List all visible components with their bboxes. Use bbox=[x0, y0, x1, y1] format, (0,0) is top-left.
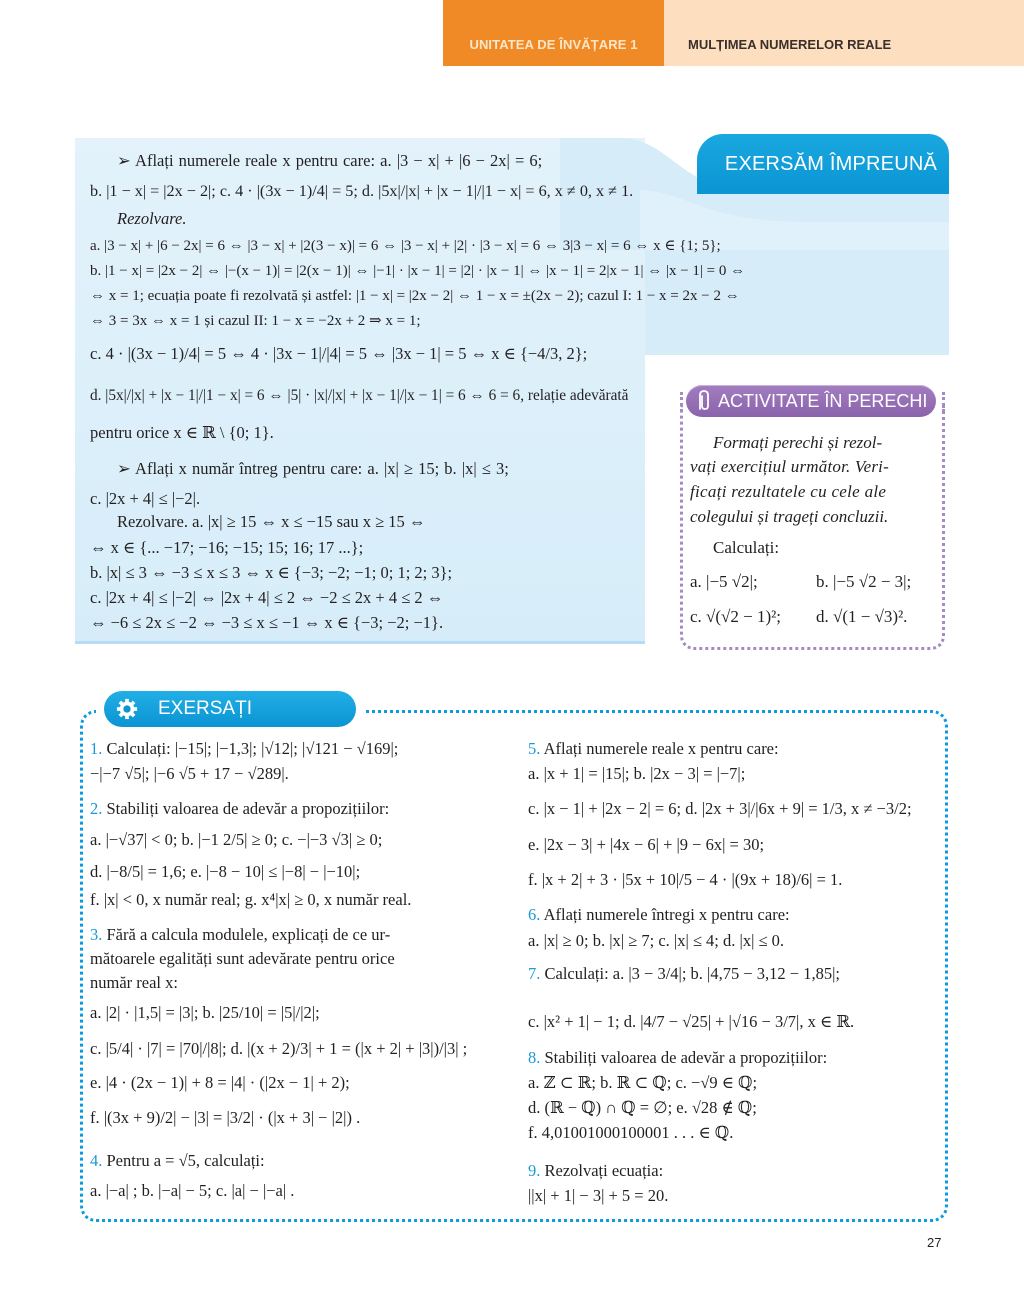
exercise-number: 2. bbox=[90, 799, 103, 818]
worked-example-line: b. |1 − x| = |2x − 2| ⇔ |−(x − 1)| = |2(x − 1)| ⇔ |−1| · |x − 1| = |2| · |x − 1| ⇔ |x − 1| = 2|x − 1| ⇔ |x − 1| = 0 ⇔ bbox=[90, 263, 746, 279]
pair-activity-tab bbox=[686, 385, 936, 417]
exercise-text: a. |−√37| < 0; b. |−1 2/5| ≥ 0; c. −|−3 √3| ≥ 0; bbox=[90, 830, 383, 849]
exercise-line bbox=[528, 1097, 757, 1119]
worked-example-line: Rezolvare. bbox=[117, 209, 187, 228]
exercise-text: a. |x| ≥ 0; b. |x| ≥ 7; c. |x| ≤ 4; d. |x| ≤ 0. bbox=[528, 931, 785, 950]
exercise-line bbox=[90, 1038, 467, 1060]
exercise-line bbox=[90, 1002, 320, 1024]
worked-example-line: c. |2x + 4| ≤ |−2|. bbox=[90, 489, 201, 508]
pair-activity-intro-1: Formați perechi și rezol- bbox=[713, 433, 883, 452]
exercise-text: Aflați numerele reale x pentru care: bbox=[543, 739, 779, 758]
exercise-number: 5. bbox=[528, 739, 541, 758]
pair-activity-item-b: b. |−5 √2 − 3|; bbox=[816, 572, 912, 591]
exercise-line bbox=[90, 948, 395, 970]
exercise-text: număr real x: bbox=[90, 973, 178, 992]
chapter-title: MULȚIMEA NUMERELOR REALE bbox=[664, 0, 1024, 66]
worked-example-line: ⇔ −6 ≤ 2x ≤ −2 ⇔ −3 ≤ x ≤ −1 ⇔ x ∈ {−3; −2; −1}. bbox=[90, 613, 444, 632]
exercise-line bbox=[90, 1180, 294, 1202]
pair-activity-intro-3: ficați rezultatele cu cele ale bbox=[690, 482, 887, 501]
exercise-line bbox=[528, 798, 912, 820]
worked-examples-tab: EXERSĂM ÎMPREUNĂ bbox=[697, 134, 949, 194]
exercise-text: c. |x − 1| + |2x − 2| = 6; d. |2x + 3|/|6x + 9| = 1/3, x ≠ −3/2; bbox=[528, 799, 912, 818]
unit-label: UNITATEA DE ÎNVĂȚARE 1 bbox=[443, 0, 664, 66]
exercise-number: 3. bbox=[90, 925, 103, 944]
exercise-text: Calculați: a. |3 − 3/4|; b. |4,75 − 3,12 − 1,85|; bbox=[544, 964, 840, 983]
exercise-line bbox=[528, 834, 764, 856]
exercise-line bbox=[528, 1047, 827, 1069]
pair-activity-prompt: Calculați: bbox=[713, 538, 780, 557]
exercise-text: a. ℤ ⊂ ℝ; b. ℝ ⊂ ℚ; c. −√9 ∈ ℚ; bbox=[528, 1073, 758, 1092]
exercise-line bbox=[90, 972, 178, 994]
exercise-text: Aflați numerele întregi x pentru care: bbox=[543, 905, 790, 924]
exercise-text: c. |5/4| · |7| = |70|/|8|; d. |(x + 2)/3| + 1 = (|x + 2| + |3|)/|3| ; bbox=[90, 1039, 468, 1058]
exercise-text: Stabiliți valoarea de adevăr a propozițiilor: bbox=[106, 799, 390, 818]
exercise-text: Pentru a = √5, calculați: bbox=[106, 1151, 265, 1170]
exercise-number: 6. bbox=[528, 905, 541, 924]
gear-icon bbox=[116, 698, 138, 720]
worked-example-line: ⇔ x = 1; ecuația poate fi rezolvată și astfel: |1 − x| = |2x − 2| ⇔ 1 − x = ±(2x − 2); cazul I: 1 − x = 2x − 2 ⇔ bbox=[90, 288, 740, 304]
exercise-text: mătoarele egalități sunt adevărate pentru orice bbox=[90, 949, 395, 968]
exercises-tab bbox=[104, 691, 356, 727]
exercise-text: Rezolvați ecuația: bbox=[544, 1161, 664, 1180]
exercise-line bbox=[90, 798, 389, 820]
exercise-line bbox=[528, 738, 779, 760]
worked-example-line: ⇔ 3 = 3x ⇔ x = 1 și cazul II: 1 − x = −2x + 2 ⇒ x = 1; bbox=[90, 313, 421, 329]
exercise-line bbox=[528, 1160, 663, 1182]
exercise-text: ||x| + 1| − 3| + 5 = 20. bbox=[528, 1186, 669, 1205]
exercise-number: 4. bbox=[90, 1151, 103, 1170]
pair-activity-title: ACTIVITATE ÎN PERECHI bbox=[718, 390, 928, 411]
exercise-line bbox=[90, 861, 360, 883]
exercise-line bbox=[528, 904, 790, 926]
worked-example-line: Rezolvare. a. |x| ≥ 15 ⇔ x ≤ −15 sau x ≥ 15 ⇔ bbox=[117, 512, 426, 531]
exercise-text: c. |x² + 1| − 1; d. |4/7 − √25| + |√16 − 3/7|, x ∈ ℝ. bbox=[528, 1012, 855, 1031]
worked-example-line: ➢ Aflați numerele reale x pentru care: a. |3 − x| + |6 − 2x| = 6; bbox=[117, 151, 543, 170]
exercise-line bbox=[90, 924, 390, 946]
exercise-line bbox=[90, 738, 398, 760]
exercise-text: f. |(3x + 9)/2| − |3| = |3/2| · (|x + 3| − |2|) . bbox=[90, 1108, 361, 1127]
worked-example-line: a. |3 − x| + |6 − 2x| = 6 ⇔ |3 − x| + |2(3 − x)| = 6 ⇔ |3 − x| + |2| · |3 − x| = 6 ⇔ 3|3 − x| = 6 ⇔ x ∈ {1; 5}; bbox=[90, 238, 721, 254]
pair-activity-item-c: c. √(√2 − 1)²; bbox=[690, 607, 781, 626]
exercise-line bbox=[528, 1185, 668, 1207]
exercise-text: f. |x| < 0, x număr real; g. x⁴|x| ≥ 0, x număr real. bbox=[90, 890, 412, 909]
exercise-number: 8. bbox=[528, 1048, 541, 1067]
exercise-line bbox=[528, 1122, 733, 1144]
exercise-text: f. 4,01001000100001 . . . ∈ ℚ. bbox=[528, 1123, 734, 1142]
exercise-line bbox=[90, 889, 411, 911]
pair-activity-item-d: d. √(1 − √3)². bbox=[816, 607, 908, 626]
worked-example-line: ➢ Aflați x număr întreg pentru care: a. |x| ≥ 15; b. |x| ≤ 3; bbox=[117, 459, 509, 478]
exercise-number: 9. bbox=[528, 1161, 541, 1180]
exercise-text: d. (ℝ − ℚ) ∩ ℚ = ∅; e. √28 ∉ ℚ; bbox=[528, 1098, 757, 1117]
exercise-text: Fără a calcula modulele, explicați de ce ur- bbox=[106, 925, 391, 944]
worked-example-line: b. |1 − x| = |2x − 2|; c. 4 · |(3x − 1)/4| = 5; d. |5x|/|x| + |x − 1|/|1 − x| = 6, x ≠ 0, x ≠ 1. bbox=[90, 182, 634, 200]
page-number: 27 bbox=[927, 1235, 942, 1250]
exercise-line bbox=[528, 869, 842, 891]
exercises-title: EXERSAȚI bbox=[158, 698, 252, 719]
exercise-text: e. |4 · (2x − 1)| + 8 = |4| · (|2x − 1| + 2); bbox=[90, 1073, 350, 1092]
worked-example-line: b. |x| ≤ 3 ⇔ −3 ≤ x ≤ 3 ⇔ x ∈ {−3; −2; −1; 0; 1; 2; 3}; bbox=[90, 563, 453, 582]
exercise-text: a. |x + 1| = |15|; b. |2x − 3| = |−7|; bbox=[528, 764, 746, 783]
exercise-line bbox=[528, 930, 784, 952]
pair-activity-intro-4: colegului și trageți concluzii. bbox=[690, 507, 889, 526]
exercise-text: e. |2x − 3| + |4x − 6| + |9 − 6x| = 30; bbox=[528, 835, 765, 854]
pair-activity-item-a: a. |−5 √2|; bbox=[690, 572, 758, 591]
exercise-text: d. |−8/5| = 1,6; e. |−8 − 10| ≤ |−8| − |−10|; bbox=[90, 862, 361, 881]
exercise-text: −|−7 √5|; |−6 √5 + 17 − √289|. bbox=[90, 764, 289, 783]
exercise-line bbox=[528, 1072, 757, 1094]
exercise-line bbox=[90, 1072, 350, 1094]
exercise-text: a. |2| · |1,5| = |3|; b. |25/10| = |5|/|2|; bbox=[90, 1003, 320, 1022]
exercise-line bbox=[528, 763, 745, 785]
exercise-line bbox=[90, 829, 382, 851]
exercise-line bbox=[90, 1107, 360, 1129]
exercise-line bbox=[90, 1150, 265, 1172]
worked-example-line: ⇔ x ∈ {... −17; −16; −15; 15; 16; 17 ...}; bbox=[90, 538, 364, 557]
exercise-text: Calculați: |−15|; |−1,3|; |√12|; |√121 − √169|; bbox=[106, 739, 399, 758]
worked-example-line: c. 4 · |(3x − 1)/4| = 5 ⇔ 4 · |3x − 1|/|4| = 5 ⇔ |3x − 1| = 5 ⇔ x ∈ {−4/3, 2}; bbox=[90, 344, 588, 363]
exercise-line bbox=[528, 1011, 854, 1033]
exercise-number: 7. bbox=[528, 964, 541, 983]
paperclip-icon bbox=[692, 389, 716, 413]
exercise-number: 1. bbox=[90, 739, 103, 758]
worked-example-line: pentru orice x ∈ ℝ \ {0; 1}. bbox=[90, 423, 274, 442]
pair-activity-intro-2: vați exercițiul următor. Veri- bbox=[690, 457, 889, 476]
exercise-line bbox=[528, 963, 840, 985]
exercise-text: Stabiliți valoarea de adevăr a propozițiilor: bbox=[544, 1048, 828, 1067]
exercise-line bbox=[90, 763, 289, 785]
exercise-text: a. |−a| ; b. |−a| − 5; c. |a| − |−a| . bbox=[90, 1181, 295, 1200]
exercise-text: f. |x + 2| + 3 · |5x + 10|/5 − 4 · |(9x + 18)/6| = 1. bbox=[528, 870, 843, 889]
worked-example-line: d. |5x|/|x| + |x − 1|/|1 − x| = 6 ⇔ |5| · |x|/|x| + |x − 1|/|x − 1| = 6 ⇔ 6 = 6, relație adevărată bbox=[90, 387, 629, 404]
worked-example-line: c. |2x + 4| ≤ |−2| ⇔ |2x + 4| ≤ 2 ⇔ −2 ≤ 2x + 4 ≤ 2 ⇔ bbox=[90, 588, 444, 607]
